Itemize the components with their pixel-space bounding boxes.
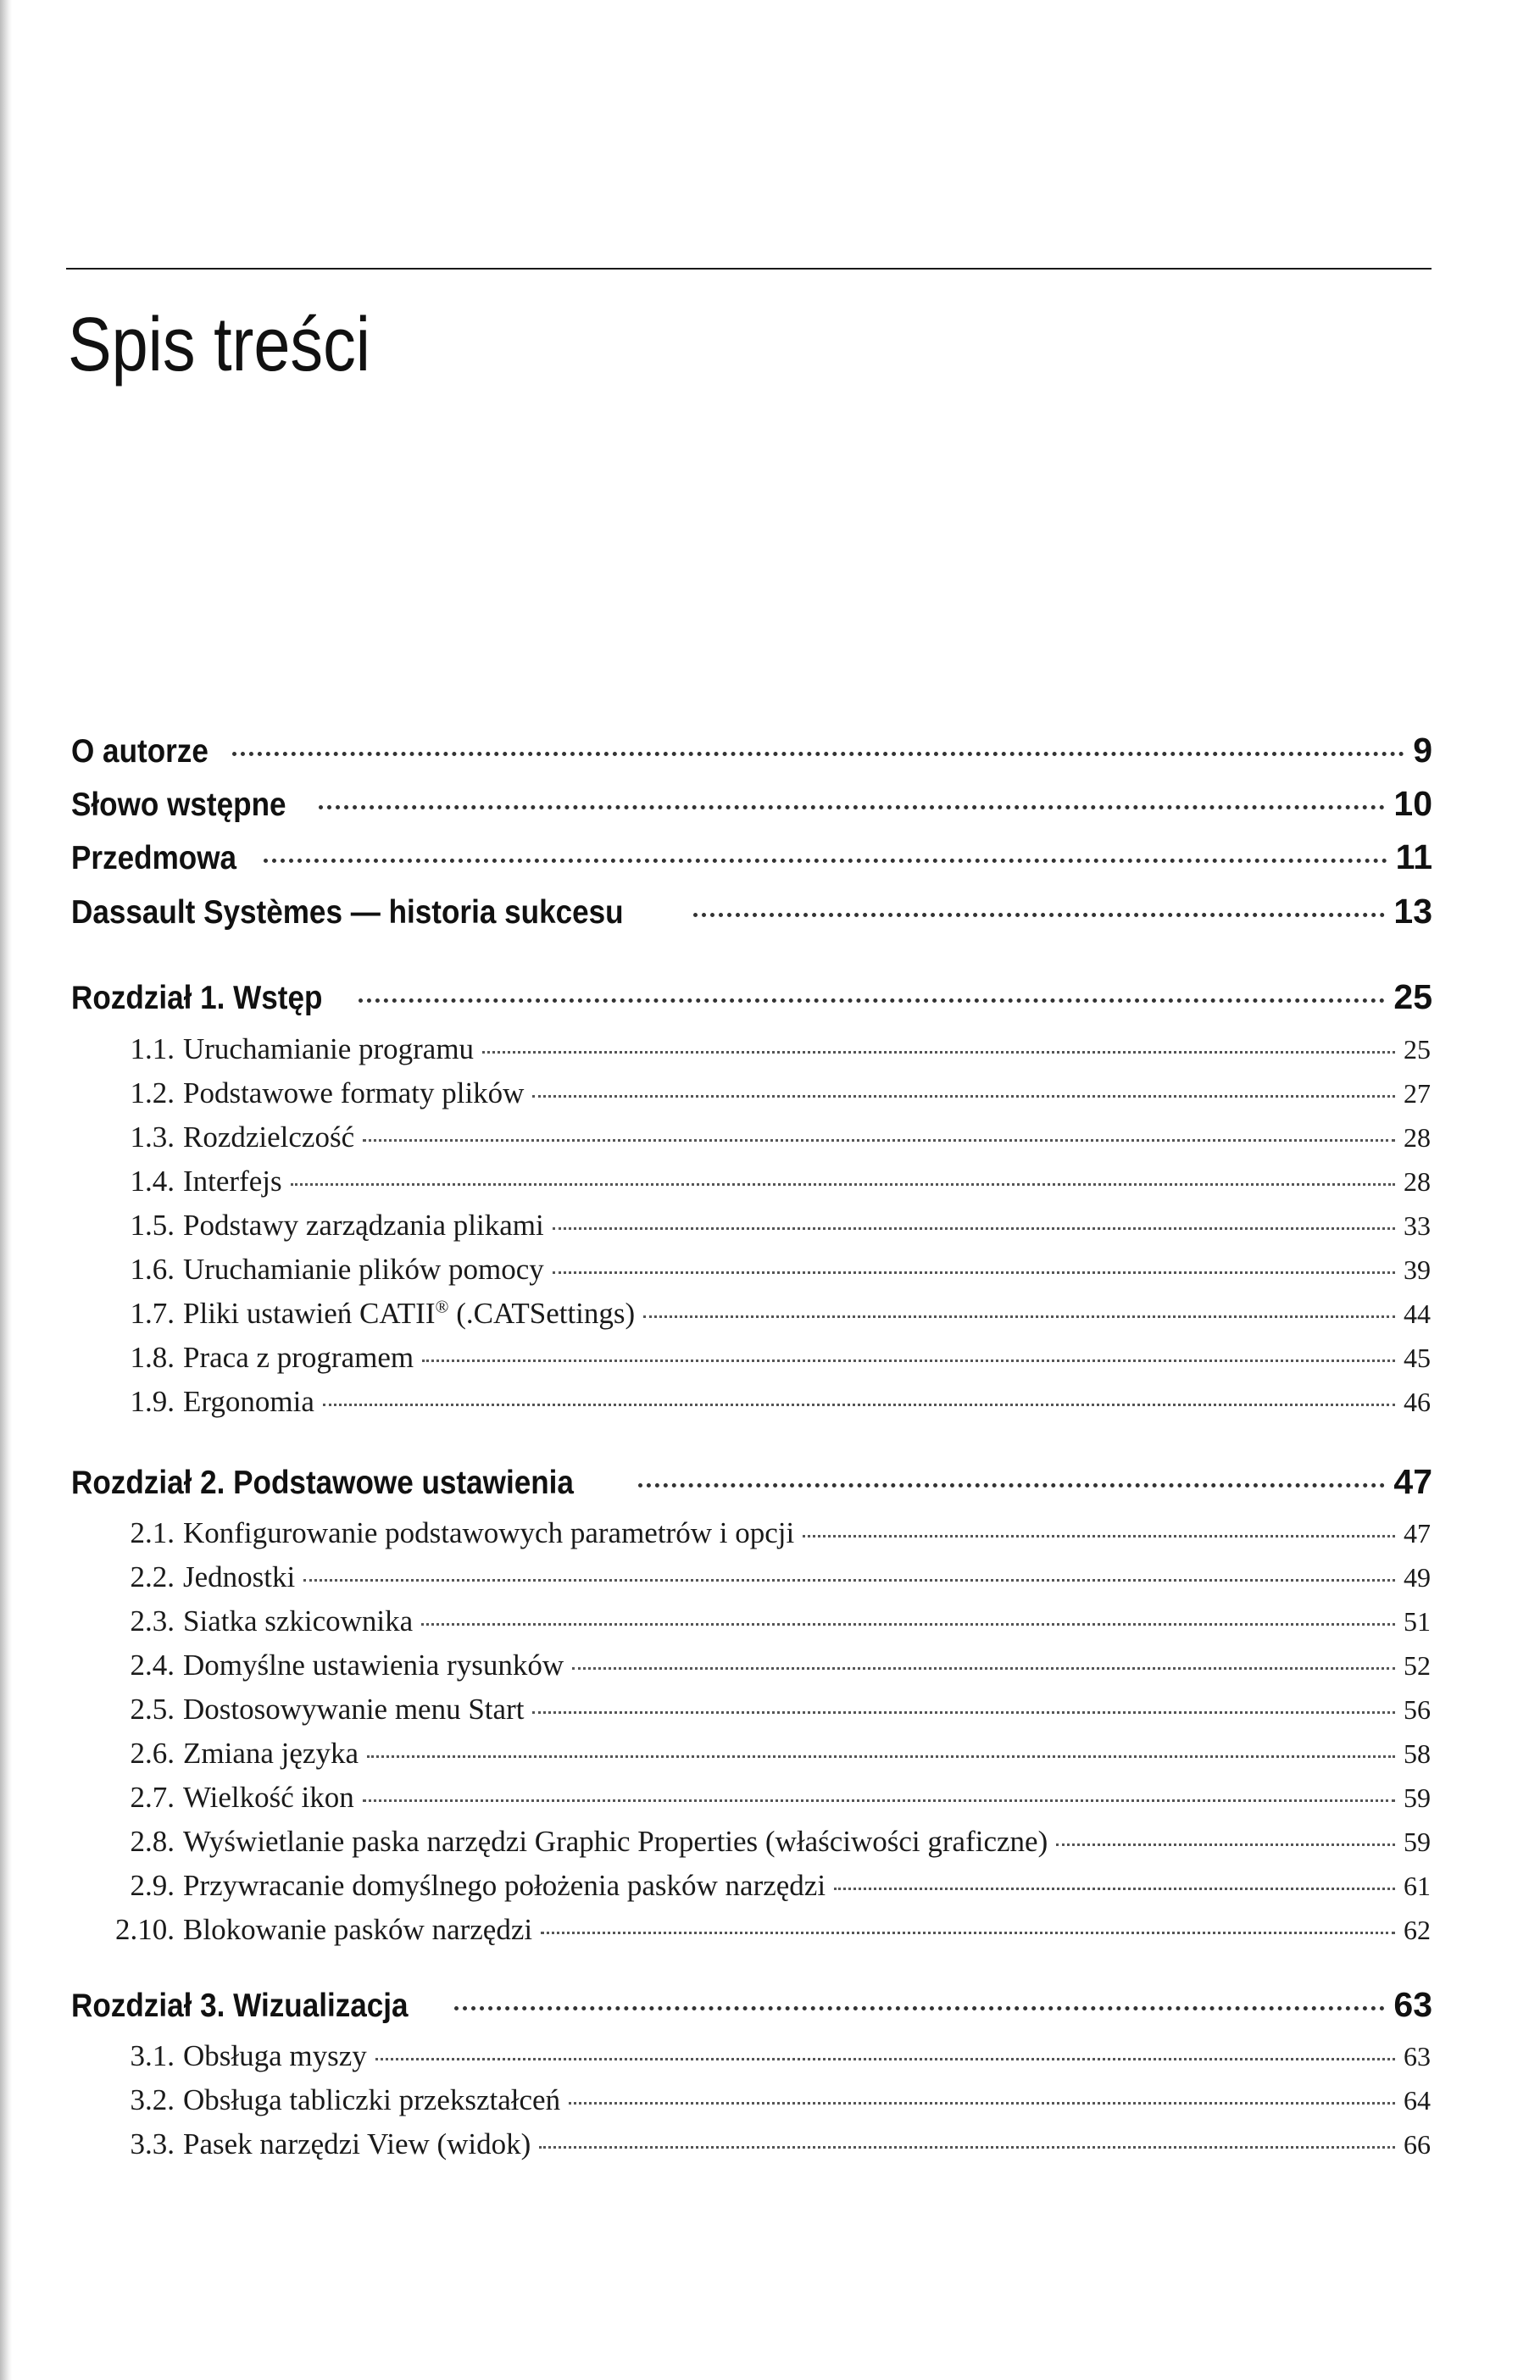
dot-leader — [323, 1404, 1395, 1406]
section-page: 62 — [1404, 1915, 1431, 1945]
section-number: 2.1. — [130, 1516, 175, 1549]
toc-entry-label: Dassault Systèmes — historia sukcesu — [71, 894, 624, 931]
toc-section-2-1[interactable] — [110, 1516, 1431, 1559]
section-page: 56 — [1404, 1694, 1431, 1725]
section-page: 52 — [1404, 1650, 1431, 1681]
section-label: Uruchamianie plików pomocy — [183, 1253, 544, 1286]
section-page: 59 — [1404, 1782, 1431, 1813]
toc-chapter-2[interactable] — [71, 1462, 1432, 1513]
dot-leader — [367, 1755, 1395, 1758]
section-label: Interfejs — [183, 1165, 282, 1198]
dot-leader — [541, 1932, 1395, 1934]
toc-section-2-2[interactable] — [110, 1560, 1431, 1603]
dot-leader — [291, 1183, 1395, 1186]
section-number: 1.4. — [130, 1165, 175, 1198]
toc-section-2-10[interactable] — [110, 1913, 1431, 1955]
dot-leader — [532, 1711, 1395, 1714]
toc-chapter-3[interactable] — [71, 1985, 1432, 2036]
section-page: 28 — [1404, 1166, 1431, 1197]
toc-section-1-4[interactable] — [110, 1165, 1431, 1207]
toc-section-1-1[interactable] — [110, 1032, 1431, 1075]
section-page: 28 — [1404, 1122, 1431, 1153]
section-label: Dostosowywanie menu Start — [183, 1693, 525, 1726]
section-page: 64 — [1404, 2085, 1431, 2116]
toc-section-3-3[interactable] — [110, 2127, 1431, 2170]
section-label: Ergonomia — [183, 1385, 314, 1418]
dot-leader — [572, 1667, 1395, 1670]
dot-leader — [643, 1315, 1395, 1318]
dot-leader — [569, 2102, 1395, 2105]
section-label: Podstawy zarządzania plikami — [183, 1209, 544, 1242]
dot-leader — [303, 1579, 1395, 1582]
toc-section-2-5[interactable] — [110, 1693, 1431, 1735]
toc-section-2-8[interactable] — [110, 1825, 1431, 1867]
toc-entry-page: 11 — [1395, 837, 1432, 876]
dot-leader — [693, 913, 1385, 917]
section-number: 2.9. — [130, 1869, 175, 1902]
section-label-suffix: (.CATSettings) — [448, 1297, 636, 1330]
section-number: 3.2. — [130, 2083, 175, 2116]
toc-chapter-label: Rozdział 2. Podstawowe ustawienia — [71, 1465, 574, 1501]
section-label: Domyślne ustawienia rysunków — [183, 1649, 564, 1682]
section-page: 51 — [1404, 1606, 1431, 1637]
section-page: 27 — [1404, 1078, 1431, 1109]
section-number: 1.7. — [130, 1297, 175, 1330]
section-label: Wielkość ikon — [183, 1781, 354, 1814]
section-label: Przywracanie domyślnego położenia pasków narzędzi — [183, 1869, 826, 1902]
dot-leader — [638, 1483, 1386, 1488]
dot-leader — [264, 859, 1387, 863]
toc-section-1-2[interactable] — [110, 1076, 1431, 1119]
toc-section-2-6[interactable] — [110, 1737, 1431, 1779]
section-label: Konfigurowanie podstawowych parametrów i opcji — [183, 1516, 795, 1549]
section-label: Pasek narzędzi View (widok) — [183, 2127, 531, 2160]
section-page: 49 — [1404, 1562, 1431, 1593]
toc-entry-label: Słowo wstępne — [71, 787, 286, 823]
section-label: Jednostki — [183, 1560, 296, 1593]
section-label-main: Pliki ustawień CATII — [183, 1297, 436, 1330]
dot-leader — [363, 1799, 1395, 1802]
toc-entry-label: Przedmowa — [71, 840, 237, 876]
section-page: 58 — [1404, 1738, 1431, 1769]
section-number: 2.6. — [130, 1737, 175, 1770]
page-title: Spis treści — [68, 303, 370, 387]
dot-leader — [532, 1095, 1395, 1098]
section-label: Blokowanie pasków narzędzi — [183, 1913, 533, 1946]
toc-chapter-page: 63 — [1393, 1985, 1432, 2024]
section-page: 63 — [1404, 2041, 1431, 2071]
dot-leader — [1056, 1843, 1395, 1846]
section-page: 44 — [1404, 1298, 1431, 1329]
toc-entry-page: 10 — [1393, 784, 1432, 823]
section-label: Obsługa myszy — [183, 2039, 367, 2072]
toc-chapter-page: 47 — [1393, 1462, 1432, 1501]
toc-section-3-2[interactable] — [110, 2083, 1431, 2126]
section-label: Obsługa tabliczki przekształceń — [183, 2083, 561, 2116]
toc-section-1-3[interactable] — [110, 1120, 1431, 1163]
section-number: 1.6. — [130, 1253, 175, 1286]
toc-entry-page: 9 — [1413, 731, 1432, 770]
dot-leader — [319, 805, 1386, 809]
dot-leader — [421, 1623, 1395, 1626]
section-page: 33 — [1404, 1210, 1431, 1241]
toc-chapter-1[interactable] — [71, 977, 1432, 1028]
toc-section-2-4[interactable] — [110, 1649, 1431, 1691]
registered-mark: ® — [435, 1296, 449, 1317]
dot-leader — [375, 2058, 1395, 2060]
section-number: 2.8. — [130, 1825, 175, 1858]
toc-section-2-9[interactable] — [110, 1869, 1431, 1911]
toc-section-2-3[interactable] — [110, 1604, 1431, 1647]
section-number: 2.5. — [130, 1693, 175, 1726]
dot-leader — [553, 1227, 1395, 1230]
toc-section-2-7[interactable] — [110, 1781, 1431, 1823]
section-label: Siatka szkicownika — [183, 1604, 414, 1638]
section-number: 2.3. — [130, 1604, 175, 1638]
dot-leader — [359, 998, 1385, 1003]
section-number: 3.1. — [130, 2039, 175, 2072]
toc-section-1-6[interactable] — [110, 1253, 1431, 1295]
scan-shadow — [0, 0, 12, 2380]
section-number: 2.4. — [130, 1649, 175, 1682]
section-number: 2.2. — [130, 1560, 175, 1593]
toc-chapter-label: Rozdział 1. Wstęp — [71, 980, 323, 1016]
section-number: 2.10. — [115, 1913, 175, 1946]
section-label: Zmiana języka — [183, 1737, 359, 1770]
toc-entry-o-autorze[interactable] — [71, 731, 1432, 781]
header-rule — [66, 268, 1432, 270]
section-number: 1.1. — [130, 1032, 175, 1065]
section-number: 2.7. — [130, 1781, 175, 1814]
dot-leader — [422, 1360, 1395, 1362]
toc-section-1-5[interactable] — [110, 1209, 1431, 1251]
toc-entry-przedmowa[interactable] — [71, 837, 1432, 888]
section-page: 66 — [1404, 2129, 1431, 2160]
toc-section-1-9[interactable] — [110, 1385, 1431, 1427]
toc-chapter-page: 25 — [1393, 977, 1432, 1016]
section-number: 1.5. — [130, 1209, 175, 1242]
section-page: 25 — [1404, 1034, 1431, 1065]
toc-entry-slowo-wstepne[interactable] — [71, 784, 1432, 835]
section-page: 59 — [1404, 1827, 1431, 1857]
section-label: Praca z programem — [183, 1341, 414, 1374]
toc-entry-page: 13 — [1393, 892, 1432, 931]
section-page: 45 — [1404, 1343, 1431, 1373]
dot-leader — [803, 1535, 1395, 1538]
section-label: Uruchamianie programu — [183, 1032, 475, 1065]
dot-leader — [232, 752, 1404, 756]
dot-leader — [482, 1051, 1395, 1054]
section-label: Podstawowe formaty plików — [183, 1076, 525, 1109]
section-label: Rozdzielczość — [183, 1120, 355, 1154]
section-page: 46 — [1404, 1387, 1431, 1417]
section-number: 1.9. — [130, 1385, 175, 1418]
section-number: 1.3. — [130, 1120, 175, 1154]
toc-entry-dassault[interactable] — [71, 892, 1432, 943]
toc-entry-label: O autorze — [71, 733, 208, 770]
toc-section-3-1[interactable] — [110, 2039, 1431, 2082]
dot-leader — [363, 1139, 1395, 1142]
toc-section-1-8[interactable] — [110, 1341, 1431, 1383]
section-label: Wyświetlanie paska narzędzi Graphic Properties (właściwości graficzne) — [183, 1825, 1048, 1858]
toc-section-1-7[interactable] — [110, 1297, 1431, 1339]
section-number: 1.2. — [130, 1076, 175, 1109]
dot-leader — [454, 2006, 1386, 2010]
section-label — [183, 1297, 635, 1331]
toc-chapter-label: Rozdział 3. Wizualizacja — [71, 1988, 409, 2024]
section-page: 39 — [1404, 1254, 1431, 1285]
section-page: 61 — [1404, 1871, 1431, 1901]
section-page: 47 — [1404, 1518, 1431, 1549]
section-number: 1.8. — [130, 1341, 175, 1374]
dot-leader — [539, 2146, 1395, 2149]
dot-leader — [834, 1888, 1395, 1890]
dot-leader — [553, 1271, 1395, 1274]
section-number: 3.3. — [130, 2127, 175, 2160]
